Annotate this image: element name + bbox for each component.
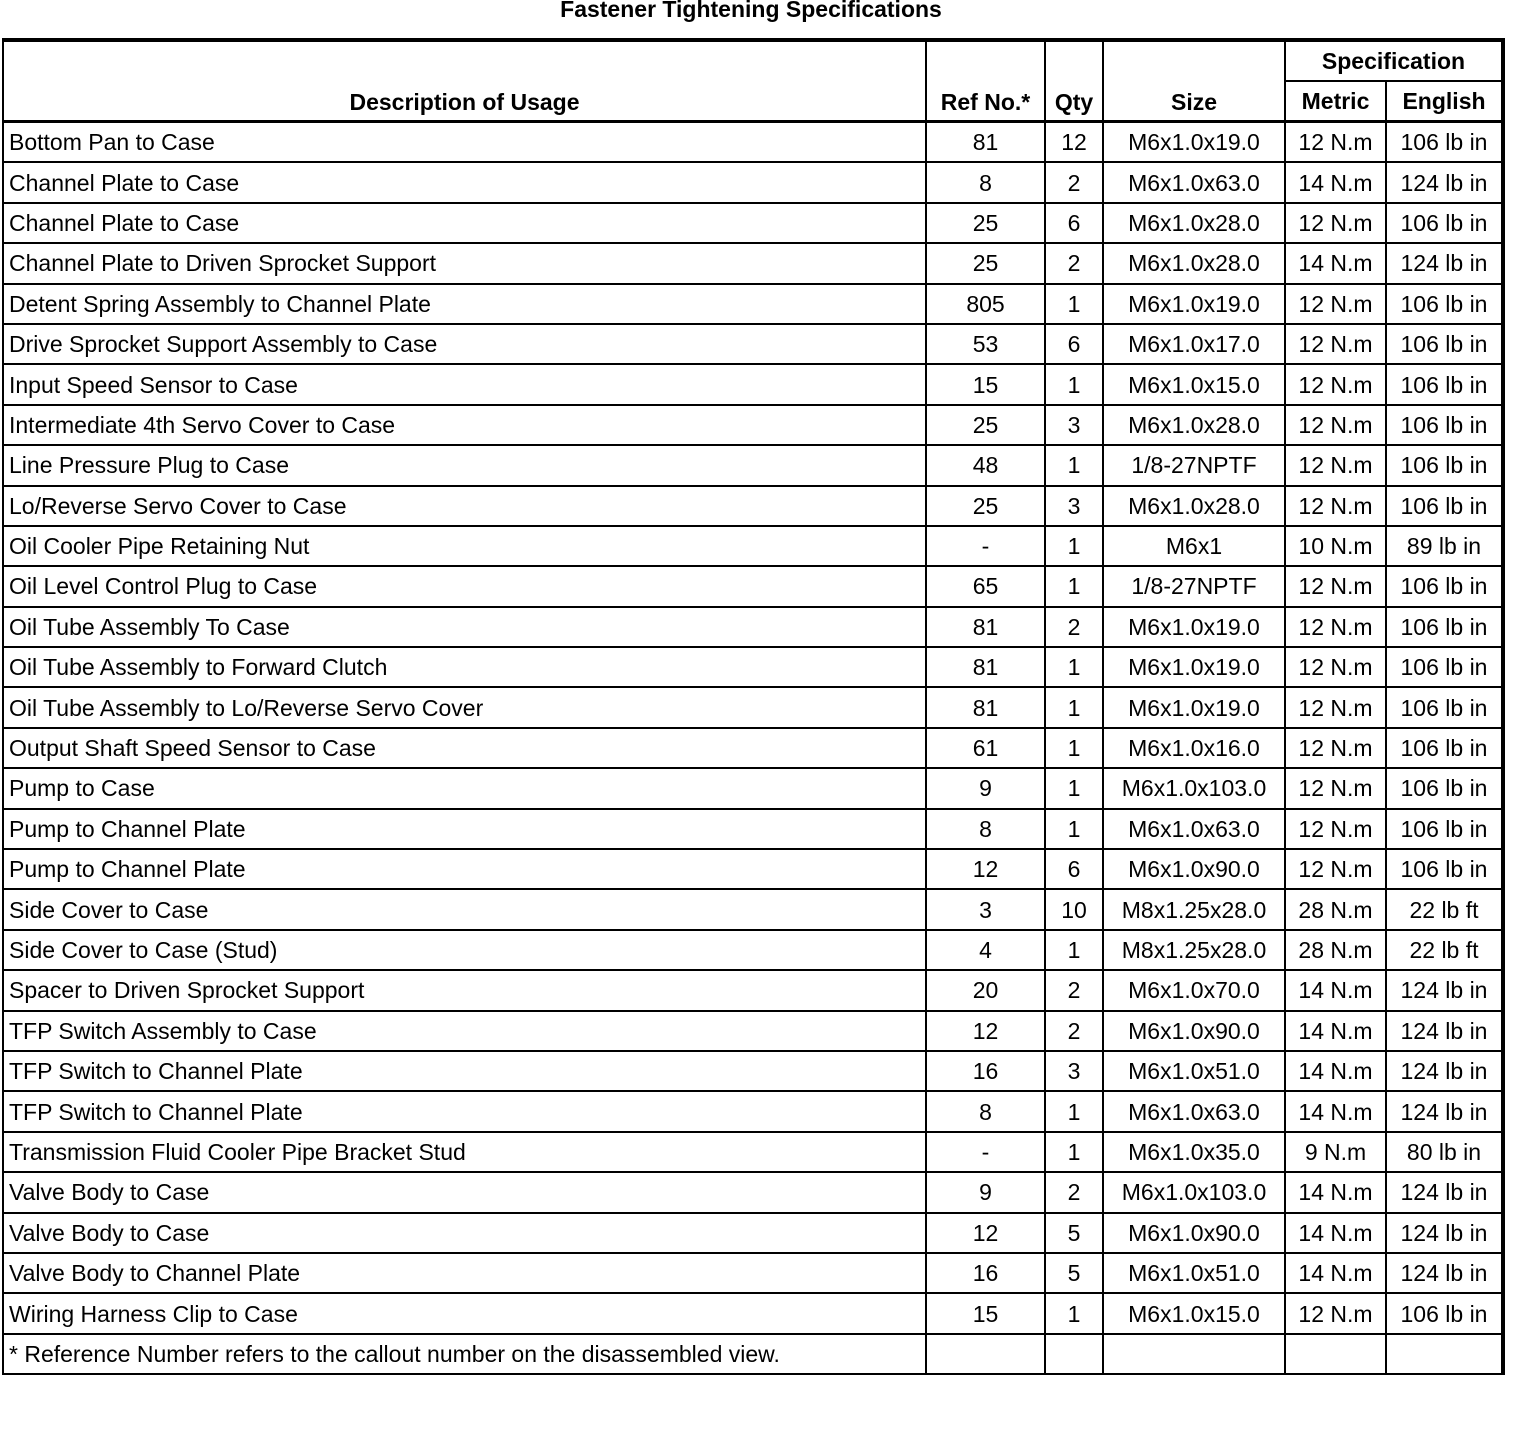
- cell-qty: 1: [1045, 809, 1103, 849]
- cell-metric: 12 N.m: [1285, 768, 1386, 808]
- cell-description: Detent Spring Assembly to Channel Plate: [3, 284, 926, 324]
- cell-description: Channel Plate to Case: [3, 162, 926, 202]
- cell-english: 106 lb in: [1386, 486, 1503, 526]
- cell-size: M6x1.0x17.0: [1103, 324, 1285, 364]
- cell-metric: 12 N.m: [1285, 647, 1386, 687]
- cell-description: Line Pressure Plug to Case: [3, 445, 926, 485]
- table-row: [3, 162, 1503, 202]
- cell-english: 124 lb in: [1386, 1091, 1503, 1131]
- cell-ref-no: 81: [926, 607, 1045, 647]
- cell-qty: 1: [1045, 284, 1103, 324]
- cell-description: Valve Body to Case: [3, 1172, 926, 1212]
- table-body: [3, 122, 1503, 1334]
- cell-size: M6x1.0x70.0: [1103, 970, 1285, 1010]
- footnote: * Reference Number refers to the callout number on the disassembled view.: [3, 1334, 926, 1374]
- table-row: [3, 849, 1503, 889]
- cell-description: Output Shaft Speed Sensor to Case: [3, 728, 926, 768]
- cell-qty: 1: [1045, 768, 1103, 808]
- cell-english: 106 lb in: [1386, 405, 1503, 445]
- cell-metric: 14 N.m: [1285, 1051, 1386, 1091]
- cell-description: Spacer to Driven Sprocket Support: [3, 970, 926, 1010]
- cell-english: 22 lb ft: [1386, 889, 1503, 929]
- cell-ref-no: 805: [926, 284, 1045, 324]
- cell-english: 106 lb in: [1386, 768, 1503, 808]
- cell-description: TFP Switch Assembly to Case: [3, 1011, 926, 1051]
- table-row: [3, 1253, 1503, 1293]
- table-row: [3, 445, 1503, 485]
- cell-description: Pump to Channel Plate: [3, 809, 926, 849]
- cell-qty: 2: [1045, 970, 1103, 1010]
- cell-metric: 14 N.m: [1285, 1253, 1386, 1293]
- table-row: [3, 566, 1503, 606]
- cell-description: Wiring Harness Clip to Case: [3, 1293, 926, 1333]
- cell-english: 106 lb in: [1386, 607, 1503, 647]
- cell-ref-no: 65: [926, 566, 1045, 606]
- cell-metric: 12 N.m: [1285, 809, 1386, 849]
- table-row: [3, 284, 1503, 324]
- cell-qty: 1: [1045, 1132, 1103, 1172]
- table-row: [3, 930, 1503, 970]
- header-specification: Specification: [1285, 40, 1503, 81]
- cell-ref-no: 8: [926, 162, 1045, 202]
- cell-description: Drive Sprocket Support Assembly to Case: [3, 324, 926, 364]
- cell-ref-no: 16: [926, 1051, 1045, 1091]
- cell-size: M6x1.0x90.0: [1103, 1213, 1285, 1253]
- table-row: [3, 687, 1503, 727]
- cell-qty: 2: [1045, 243, 1103, 283]
- cell-english: 106 lb in: [1386, 687, 1503, 727]
- cell-description: Oil Tube Assembly To Case: [3, 607, 926, 647]
- cell-description: Input Speed Sensor to Case: [3, 364, 926, 404]
- table-row: [3, 768, 1503, 808]
- cell-english: 106 lb in: [1386, 364, 1503, 404]
- cell-qty: 10: [1045, 889, 1103, 929]
- table-row: [3, 122, 1503, 163]
- cell-size: M6x1.0x15.0: [1103, 1293, 1285, 1333]
- cell-english: 106 lb in: [1386, 203, 1503, 243]
- cell-ref-no: 9: [926, 1172, 1045, 1212]
- cell-ref-no: 15: [926, 364, 1045, 404]
- cell-metric: 12 N.m: [1285, 405, 1386, 445]
- cell-size: M6x1.0x15.0: [1103, 364, 1285, 404]
- cell-description: Transmission Fluid Cooler Pipe Bracket Stud: [3, 1132, 926, 1172]
- cell-english: 106 lb in: [1386, 445, 1503, 485]
- cell-size: M6x1.0x63.0: [1103, 162, 1285, 202]
- cell-size: M6x1.0x28.0: [1103, 405, 1285, 445]
- cell-metric: 14 N.m: [1285, 1213, 1386, 1253]
- cell-ref-no: 25: [926, 243, 1045, 283]
- cell-size: M6x1.0x16.0: [1103, 728, 1285, 768]
- table-row: [3, 1293, 1503, 1333]
- cell-qty: 1: [1045, 526, 1103, 566]
- cell-english: 124 lb in: [1386, 1172, 1503, 1212]
- cell-size: M6x1.0x19.0: [1103, 284, 1285, 324]
- table-row: [3, 1051, 1503, 1091]
- table-row: [3, 970, 1503, 1010]
- cell-ref-no: 25: [926, 486, 1045, 526]
- table-row: [3, 1091, 1503, 1131]
- cell-description: Oil Tube Assembly to Lo/Reverse Servo Cover: [3, 687, 926, 727]
- cell-size: M6x1.0x103.0: [1103, 768, 1285, 808]
- cell-ref-no: 81: [926, 647, 1045, 687]
- fastener-spec-table: [2, 38, 1505, 1375]
- cell-ref-no: 48: [926, 445, 1045, 485]
- cell-qty: 3: [1045, 1051, 1103, 1091]
- cell-size: M6x1.0x19.0: [1103, 687, 1285, 727]
- cell-ref-no: 12: [926, 1011, 1045, 1051]
- cell-description: TFP Switch to Channel Plate: [3, 1091, 926, 1131]
- cell-ref-no: 25: [926, 405, 1045, 445]
- cell-qty: 2: [1045, 607, 1103, 647]
- cell-size: 1/8-27NPTF: [1103, 566, 1285, 606]
- cell-size: M6x1.0x19.0: [1103, 607, 1285, 647]
- cell-qty: 1: [1045, 566, 1103, 606]
- cell-ref-no: 8: [926, 1091, 1045, 1131]
- cell-english: 124 lb in: [1386, 1253, 1503, 1293]
- cell-english: 22 lb ft: [1386, 930, 1503, 970]
- cell-size: M8x1.25x28.0: [1103, 889, 1285, 929]
- cell-english: 106 lb in: [1386, 284, 1503, 324]
- cell-qty: 3: [1045, 405, 1103, 445]
- cell-ref-no: 61: [926, 728, 1045, 768]
- cell-ref-no: 8: [926, 809, 1045, 849]
- cell-metric: 12 N.m: [1285, 284, 1386, 324]
- cell-metric: 12 N.m: [1285, 566, 1386, 606]
- cell-english: 106 lb in: [1386, 728, 1503, 768]
- cell-english: 89 lb in: [1386, 526, 1503, 566]
- cell-qty: 1: [1045, 930, 1103, 970]
- cell-english: 124 lb in: [1386, 243, 1503, 283]
- cell-english: 106 lb in: [1386, 809, 1503, 849]
- cell-description: Oil Level Control Plug to Case: [3, 566, 926, 606]
- header-qty: Qty: [1045, 40, 1103, 122]
- cell-metric: 9 N.m: [1285, 1132, 1386, 1172]
- cell-description: Pump to Case: [3, 768, 926, 808]
- cell-metric: 10 N.m: [1285, 526, 1386, 566]
- cell-metric: 12 N.m: [1285, 486, 1386, 526]
- cell-english: 124 lb in: [1386, 162, 1503, 202]
- table-row: [3, 243, 1503, 283]
- cell-metric: 14 N.m: [1285, 243, 1386, 283]
- cell-size: M8x1.25x28.0: [1103, 930, 1285, 970]
- cell-ref-no: 15: [926, 1293, 1045, 1333]
- cell-size: M6x1.0x19.0: [1103, 647, 1285, 687]
- table-row: [3, 1011, 1503, 1051]
- footnote-empty-cell: [1285, 1334, 1386, 1374]
- cell-metric: 14 N.m: [1285, 1011, 1386, 1051]
- cell-metric: 14 N.m: [1285, 1172, 1386, 1212]
- cell-size: M6x1.0x28.0: [1103, 243, 1285, 283]
- table-row: [3, 647, 1503, 687]
- table-row: [3, 1172, 1503, 1212]
- cell-description: Valve Body to Channel Plate: [3, 1253, 926, 1293]
- cell-english: 106 lb in: [1386, 647, 1503, 687]
- cell-ref-no: -: [926, 1132, 1045, 1172]
- cell-size: M6x1.0x51.0: [1103, 1253, 1285, 1293]
- cell-metric: 12 N.m: [1285, 122, 1386, 163]
- cell-description: Oil Cooler Pipe Retaining Nut: [3, 526, 926, 566]
- cell-ref-no: 81: [926, 122, 1045, 163]
- cell-description: Side Cover to Case: [3, 889, 926, 929]
- header-description: Description of Usage: [3, 40, 926, 122]
- table-row: [3, 809, 1503, 849]
- cell-qty: 2: [1045, 1172, 1103, 1212]
- cell-size: M6x1.0x90.0: [1103, 1011, 1285, 1051]
- cell-qty: 2: [1045, 162, 1103, 202]
- cell-metric: 28 N.m: [1285, 930, 1386, 970]
- table-row: [3, 728, 1503, 768]
- cell-english: 124 lb in: [1386, 970, 1503, 1010]
- table-row: [3, 364, 1503, 404]
- cell-metric: 12 N.m: [1285, 445, 1386, 485]
- cell-size: M6x1.0x90.0: [1103, 849, 1285, 889]
- cell-size: M6x1.0x19.0: [1103, 122, 1285, 163]
- cell-qty: 1: [1045, 728, 1103, 768]
- cell-ref-no: 81: [926, 687, 1045, 727]
- cell-ref-no: 4: [926, 930, 1045, 970]
- cell-description: Lo/Reverse Servo Cover to Case: [3, 486, 926, 526]
- cell-qty: 2: [1045, 1011, 1103, 1051]
- footnote-empty-cell: [926, 1334, 1045, 1374]
- table-row: [3, 889, 1503, 929]
- cell-description: Channel Plate to Case: [3, 203, 926, 243]
- cell-qty: 1: [1045, 1091, 1103, 1131]
- cell-qty: 5: [1045, 1253, 1103, 1293]
- cell-description: Oil Tube Assembly to Forward Clutch: [3, 647, 926, 687]
- table-row: [3, 526, 1503, 566]
- cell-metric: 12 N.m: [1285, 728, 1386, 768]
- cell-description: Pump to Channel Plate: [3, 849, 926, 889]
- cell-size: M6x1.0x28.0: [1103, 486, 1285, 526]
- cell-size: M6x1.0x63.0: [1103, 1091, 1285, 1131]
- cell-qty: 1: [1045, 364, 1103, 404]
- cell-description: Side Cover to Case (Stud): [3, 930, 926, 970]
- cell-english: 106 lb in: [1386, 849, 1503, 889]
- cell-size: M6x1.0x28.0: [1103, 203, 1285, 243]
- cell-ref-no: 12: [926, 1213, 1045, 1253]
- cell-metric: 12 N.m: [1285, 687, 1386, 727]
- cell-english: 124 lb in: [1386, 1051, 1503, 1091]
- footnote-empty-cell: [1045, 1334, 1103, 1374]
- cell-metric: 12 N.m: [1285, 324, 1386, 364]
- cell-qty: 6: [1045, 203, 1103, 243]
- cell-qty: 3: [1045, 486, 1103, 526]
- table-row: [3, 1213, 1503, 1253]
- cell-ref-no: 3: [926, 889, 1045, 929]
- cell-qty: 1: [1045, 687, 1103, 727]
- header-ref-no: Ref No.*: [926, 40, 1045, 122]
- cell-description: Intermediate 4th Servo Cover to Case: [3, 405, 926, 445]
- footnote-row: [3, 1334, 1503, 1374]
- table-row: [3, 324, 1503, 364]
- cell-english: 80 lb in: [1386, 1132, 1503, 1172]
- cell-size: M6x1: [1103, 526, 1285, 566]
- cell-ref-no: 12: [926, 849, 1045, 889]
- cell-qty: 5: [1045, 1213, 1103, 1253]
- table-row: [3, 203, 1503, 243]
- table-row: [3, 486, 1503, 526]
- cell-english: 124 lb in: [1386, 1011, 1503, 1051]
- cell-metric: 28 N.m: [1285, 889, 1386, 929]
- cell-ref-no: 25: [926, 203, 1045, 243]
- header-metric: Metric: [1285, 81, 1386, 122]
- page-title: Fastener Tightening Specifications: [560, 0, 942, 22]
- cell-ref-no: 16: [926, 1253, 1045, 1293]
- table-row: [3, 1132, 1503, 1172]
- cell-qty: 6: [1045, 849, 1103, 889]
- footnote-empty-cell: [1386, 1334, 1503, 1374]
- cell-qty: 6: [1045, 324, 1103, 364]
- cell-english: 106 lb in: [1386, 1293, 1503, 1333]
- cell-size: M6x1.0x63.0: [1103, 809, 1285, 849]
- header-english: English: [1386, 81, 1503, 122]
- cell-metric: 14 N.m: [1285, 162, 1386, 202]
- cell-metric: 12 N.m: [1285, 203, 1386, 243]
- cell-description: TFP Switch to Channel Plate: [3, 1051, 926, 1091]
- cell-qty: 1: [1045, 445, 1103, 485]
- cell-ref-no: 9: [926, 768, 1045, 808]
- cell-metric: 14 N.m: [1285, 970, 1386, 1010]
- cell-ref-no: -: [926, 526, 1045, 566]
- cell-description: Channel Plate to Driven Sprocket Support: [3, 243, 926, 283]
- cell-size: M6x1.0x103.0: [1103, 1172, 1285, 1212]
- cell-metric: 12 N.m: [1285, 849, 1386, 889]
- cell-english: 106 lb in: [1386, 566, 1503, 606]
- cell-metric: 14 N.m: [1285, 1091, 1386, 1131]
- cell-metric: 12 N.m: [1285, 364, 1386, 404]
- cell-description: Valve Body to Case: [3, 1213, 926, 1253]
- header-size: Size: [1103, 40, 1285, 122]
- table-row: [3, 607, 1503, 647]
- cell-english: 106 lb in: [1386, 122, 1503, 163]
- cell-qty: 12: [1045, 122, 1103, 163]
- cell-size: M6x1.0x35.0: [1103, 1132, 1285, 1172]
- cell-ref-no: 20: [926, 970, 1045, 1010]
- cell-description: Bottom Pan to Case: [3, 122, 926, 163]
- cell-size: M6x1.0x51.0: [1103, 1051, 1285, 1091]
- table-row: [3, 405, 1503, 445]
- cell-qty: 1: [1045, 647, 1103, 687]
- cell-ref-no: 53: [926, 324, 1045, 364]
- cell-metric: 12 N.m: [1285, 607, 1386, 647]
- cell-metric: 12 N.m: [1285, 1293, 1386, 1333]
- cell-qty: 1: [1045, 1293, 1103, 1333]
- footnote-empty-cell: [1103, 1334, 1285, 1374]
- cell-english: 124 lb in: [1386, 1213, 1503, 1253]
- cell-english: 106 lb in: [1386, 324, 1503, 364]
- cell-size: 1/8-27NPTF: [1103, 445, 1285, 485]
